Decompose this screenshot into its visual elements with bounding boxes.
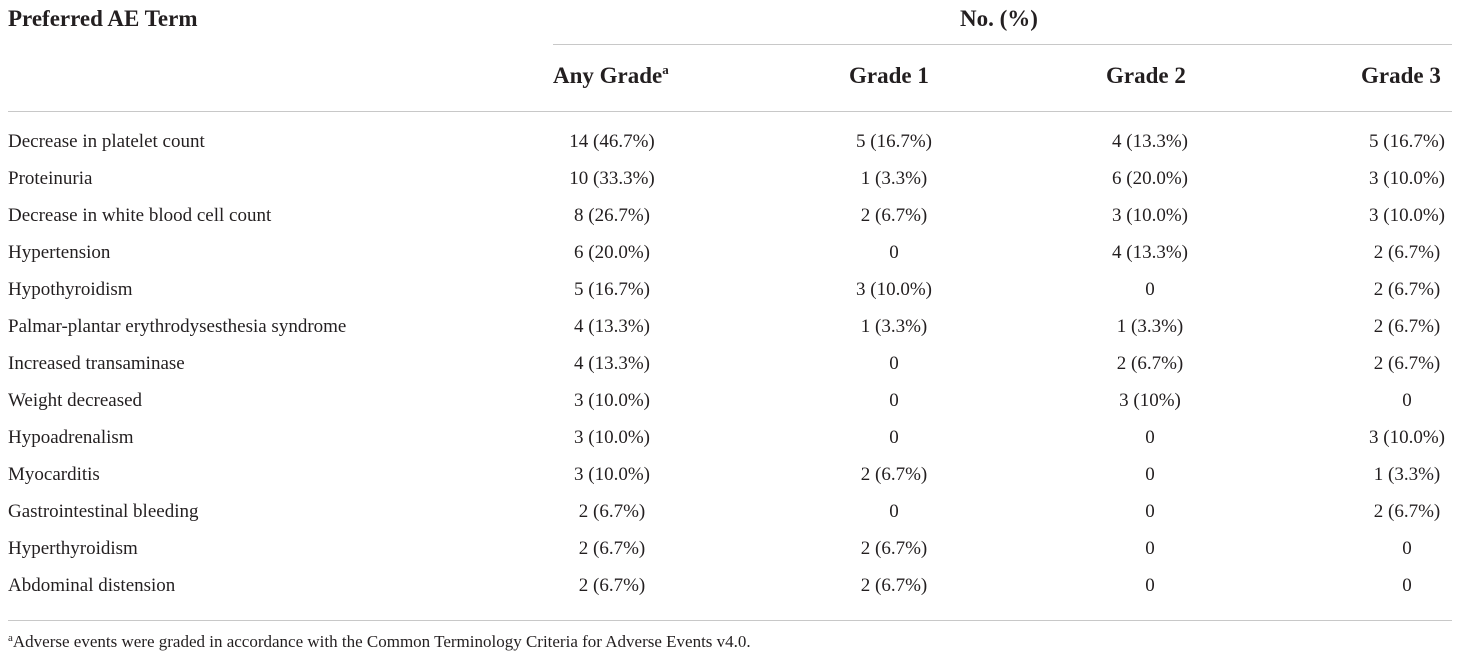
any-grade-cell: 10 (33.3%) [569, 168, 655, 189]
any-grade-cell: 2 (6.7%) [578, 575, 646, 596]
grade-3-cell: 0 [1402, 575, 1412, 596]
grade-3-cell: 5 (16.7%) [1369, 131, 1445, 152]
grade-3-cell: 3 (10.0%) [1369, 205, 1445, 226]
grade-2-cell: 0 [1145, 427, 1155, 448]
grade-2-cell: 0 [1145, 279, 1155, 300]
table-row [0, 575, 1460, 612]
grade-1-cell: 2 (6.7%) [860, 575, 928, 596]
table-row [0, 501, 1460, 538]
grade-3-cell: 3 (10.0%) [1369, 168, 1445, 189]
ae-term-cell: Weight decreased [8, 390, 143, 411]
column-header-any-grade [553, 64, 669, 90]
ae-term-cell: Decrease in white blood cell count [8, 205, 272, 226]
table-footnote [8, 632, 751, 654]
table-row [0, 205, 1460, 242]
any-grade-cell: 14 (46.7%) [569, 131, 655, 152]
grade-3-cell: 1 (3.3%) [1373, 464, 1441, 485]
grade-3-cell: 2 (6.7%) [1373, 316, 1441, 337]
grade-1-cell: 0 [889, 501, 899, 522]
group-header-rule [553, 44, 1452, 45]
grade-1-cell: 2 (6.7%) [860, 464, 928, 485]
footnote-text: Adverse events were graded in accordance with the Common Terminology Criteria for Adverse Events v4.0. [12, 632, 751, 651]
grade-2-cell: 6 (20.0%) [1112, 168, 1188, 189]
table-bottom-rule [8, 620, 1452, 621]
grade-1-cell: 0 [889, 353, 899, 374]
table-row [0, 242, 1460, 279]
grade-3-cell: 2 (6.7%) [1373, 279, 1441, 300]
column-header-grade-1: Grade 1 [849, 63, 929, 88]
grade-1-cell: 0 [889, 427, 899, 448]
ae-term-cell: Hyperthyroidism [8, 538, 138, 559]
ae-term-cell: Abdominal distension [8, 575, 176, 596]
ae-term-cell: Palmar-plantar erythrodysesthesia syndrome [8, 316, 347, 337]
any-grade-cell: 2 (6.7%) [578, 538, 646, 559]
grade-2-cell: 0 [1145, 538, 1155, 559]
any-grade-cell: 6 (20.0%) [574, 242, 650, 263]
footnote-marker: a [8, 632, 13, 644]
table-row [0, 353, 1460, 390]
any-grade-cell: 4 (13.3%) [574, 316, 650, 337]
grade-1-cell: 2 (6.7%) [860, 538, 928, 559]
grade-3-cell: 0 [1402, 538, 1412, 559]
footnote-marker: a [662, 62, 669, 77]
column-header-grade-3: Grade 3 [1361, 63, 1441, 88]
ae-term-cell: Increased transaminase [8, 353, 185, 374]
grade-2-cell: 4 (13.3%) [1112, 131, 1188, 152]
ae-term-cell: Decrease in platelet count [8, 131, 205, 152]
grade-1-cell: 0 [889, 242, 899, 263]
grade-3-cell: 2 (6.7%) [1373, 501, 1441, 522]
ae-term-cell: Hypothyroidism [8, 279, 133, 300]
grade-2-cell: 0 [1145, 575, 1155, 596]
percent-group-header: No. (%) [960, 6, 1038, 31]
ae-term-cell: Myocarditis [8, 464, 100, 485]
any-grade-cell: 2 (6.7%) [578, 501, 646, 522]
any-grade-cell: 3 (10.0%) [574, 390, 650, 411]
ae-term-cell: Hypoadrenalism [8, 427, 134, 448]
grade-2-cell: 0 [1145, 501, 1155, 522]
table-row [0, 427, 1460, 464]
table-row [0, 168, 1460, 205]
grade-1-cell: 1 (3.3%) [860, 168, 928, 189]
ae-term-cell: Hypertension [8, 242, 111, 263]
table-row [0, 464, 1460, 501]
grade-2-cell: 0 [1145, 464, 1155, 485]
column-header-grade-2: Grade 2 [1106, 63, 1186, 88]
grade-1-cell: 1 (3.3%) [860, 316, 928, 337]
grade-1-cell: 5 (16.7%) [856, 131, 932, 152]
ae-term-cell: Gastrointestinal bleeding [8, 501, 199, 522]
any-grade-cell: 3 (10.0%) [574, 464, 650, 485]
any-grade-cell: 3 (10.0%) [574, 427, 650, 448]
any-grade-cell: 8 (26.7%) [574, 205, 650, 226]
grade-3-cell: 2 (6.7%) [1373, 242, 1441, 263]
column-header-label: Any Grade [553, 63, 663, 88]
grade-3-cell: 3 (10.0%) [1369, 427, 1445, 448]
grade-1-cell: 2 (6.7%) [860, 205, 928, 226]
term-column-header: Preferred AE Term [8, 6, 198, 31]
grade-1-cell: 3 (10.0%) [856, 279, 932, 300]
header-rule [8, 111, 1452, 112]
any-grade-cell: 4 (13.3%) [574, 353, 650, 374]
grade-2-cell: 2 (6.7%) [1116, 353, 1184, 374]
grade-3-cell: 2 (6.7%) [1373, 353, 1441, 374]
grade-2-cell: 1 (3.3%) [1116, 316, 1184, 337]
grade-1-cell: 0 [889, 390, 899, 411]
table-row [0, 131, 1460, 168]
grade-2-cell: 4 (13.3%) [1112, 242, 1188, 263]
grade-2-cell: 3 (10%) [1119, 390, 1181, 411]
grade-2-cell: 3 (10.0%) [1112, 205, 1188, 226]
ae-term-cell: Proteinuria [8, 168, 93, 189]
any-grade-cell: 5 (16.7%) [574, 279, 650, 300]
table-row [0, 279, 1460, 316]
table-row [0, 316, 1460, 353]
grade-3-cell: 0 [1402, 390, 1412, 411]
table-row [0, 390, 1460, 427]
table-row [0, 538, 1460, 575]
